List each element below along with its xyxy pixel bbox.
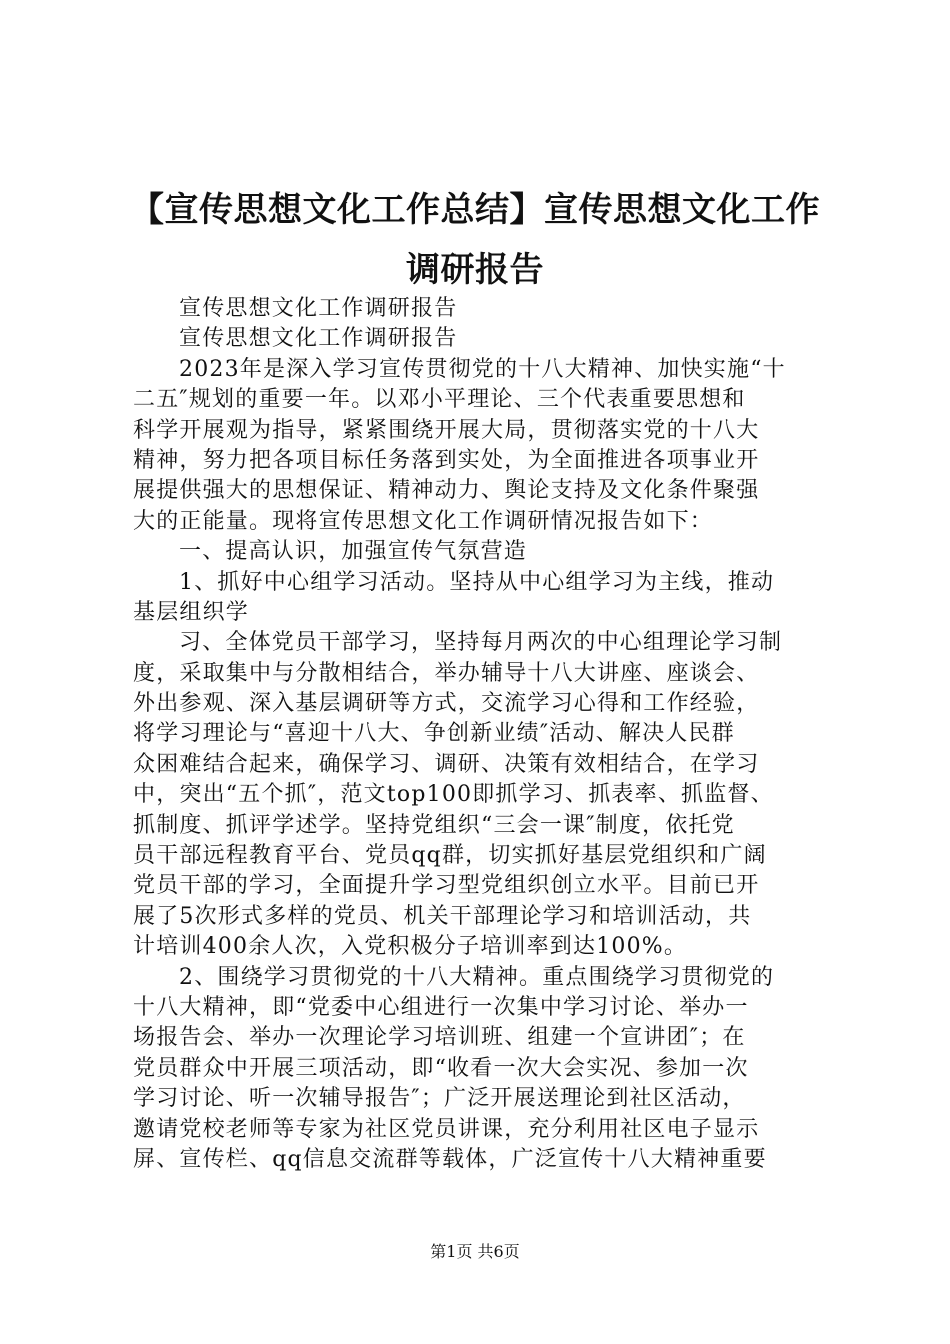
body-text-line: 学习讨论、听一次辅导报告″；广泛开展送理论到社区活动，	[133, 1086, 746, 1112]
body-text-line: 二五″规划的重要一年。以邓小平理论、三个代表重要思想和	[133, 387, 746, 413]
body-text-line: 党员群众中开展三项活动，即“收看一次大会实况、参加一次	[133, 1055, 749, 1081]
body-text-line: 外出参观、深入基层调研等方式，交流学习心得和工作经验，	[133, 691, 760, 717]
body-text-line: 展提供强大的思想保证、精神动力、舆论支持及文化条件聚强	[133, 478, 760, 504]
body-text-line: 党员干部的学习，全面提升学习型党组织创立水平。目前已开	[133, 873, 760, 899]
body-text-line: 十八大精神，即“党委中心组进行一次集中学习讨论、举办一	[133, 994, 749, 1020]
body-text-line: 2023年是深入学习宣传贯彻党的十八大精神、加快实施“十	[179, 356, 786, 382]
document-title-line-2: 调研报告	[406, 250, 544, 290]
body-text-line: 将学习理论与“喜迎十八大、争创新业绩″活动、解决人民群	[133, 721, 735, 747]
page-footer: 第1页 共6页	[430, 1242, 520, 1261]
body-text-line: 2、围绕学习贯彻党的十八大精神。重点围绕学习贯彻党的	[179, 964, 775, 990]
body-text-line: 屏、宣传栏、qq信息交流群等载体，广泛宣传十八大精神重要	[133, 1146, 767, 1172]
body-text-line: 场报告会、举办一次理论学习培训班、组建一个宣讲团″；在	[133, 1025, 746, 1051]
body-text-line: 计培训400余人次，入党积极分子培训率到达100%。	[133, 934, 688, 960]
body-text-line: 中，突出“五个抓″，范文top100即抓学习、抓表率、抓监督、	[133, 782, 774, 808]
document-title-line-1: 【宣传思想文化工作总结】宣传思想文化工作	[130, 190, 820, 230]
body-text-line: 宣传思想文化工作调研报告	[179, 326, 458, 352]
body-text-line: 习、全体党员干部学习，坚持每月两次的中心组理论学习制	[179, 630, 783, 656]
body-text-line: 展了5次形式多样的党员、机关干部理论学习和培训活动，共	[133, 903, 752, 929]
body-text-line: 度，采取集中与分散相结合，举办辅导十八大讲座、座谈会、	[133, 660, 760, 686]
body-text-line: 一、提高认识，加强宣传气氛营造	[179, 539, 528, 565]
body-text-line: 抓制度、抓评学述学。坚持党组织“三会一课″制度，依托党	[133, 812, 735, 838]
document-body	[133, 294, 833, 1175]
body-text-line: 科学开展观为指导，紧紧围绕开展大局，贯彻落实党的十八大	[133, 417, 760, 443]
body-text-line: 邀请党校老师等专家为社区党员讲课，充分利用社区电子显示	[133, 1116, 760, 1142]
body-text-line: 众困难结合起来，确保学习、调研、决策有效相结合，在学习	[133, 751, 760, 777]
body-text-line: 1、抓好中心组学习活动。坚持从中心组学习为主线，推动	[179, 569, 775, 595]
body-text-line: 员干部远程教育平台、党员qq群，切实抓好基层党组织和广阔	[133, 843, 767, 869]
body-text-line: 大的正能量。现将宣传思想文化工作调研情况报告如下：	[133, 508, 714, 534]
body-text-line: 精神，努力把各项目标任务落到实处，为全面推进各项事业开	[133, 447, 760, 473]
body-text-line: 宣传思想文化工作调研报告	[179, 296, 458, 321]
body-text-line: 基层组织学	[133, 599, 250, 625]
